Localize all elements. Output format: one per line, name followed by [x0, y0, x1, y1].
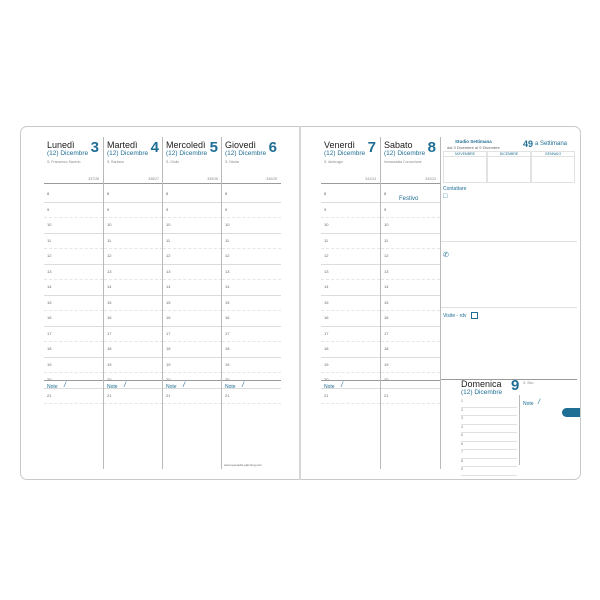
- hour-row[interactable]: 10: [222, 218, 281, 234]
- pen-mark-icon: /: [64, 382, 66, 389]
- hour-row[interactable]: 11: [321, 234, 380, 250]
- hour-row[interactable]: 14: [222, 280, 281, 296]
- notes-label: Note: [47, 384, 58, 390]
- hour-row[interactable]: 9: [163, 203, 222, 219]
- day-name: Mercoledì: [166, 140, 206, 150]
- hour-row[interactable]: 8: [222, 187, 281, 203]
- saint-name: S. Barbara: [107, 160, 124, 164]
- saint-name: S. Ambrogio: [324, 160, 344, 164]
- day-header: [321, 137, 380, 184]
- day-column-wednesday[interactable]: [162, 137, 222, 469]
- pen-mark-icon: /: [242, 382, 244, 389]
- hour-grid: [44, 187, 103, 404]
- hour-grid: [321, 187, 380, 404]
- hour-row[interactable]: 8: [44, 187, 103, 203]
- hour-row[interactable]: 15: [163, 296, 222, 312]
- hour-row[interactable]: 20: [321, 373, 380, 389]
- holiday-label: Festivo: [399, 196, 419, 202]
- hour-row[interactable]: 19: [222, 358, 281, 374]
- hour-row[interactable]: 13: [222, 265, 281, 281]
- ruled-line[interactable]: 5: [461, 433, 517, 442]
- phone-icon: ✆: [443, 252, 449, 259]
- notes-label: Note: [225, 384, 236, 390]
- hour-row[interactable]: 11: [44, 234, 103, 250]
- week-range: dal 3 Dicembre al 9 Dicembre: [447, 145, 500, 150]
- year-day: 342/23: [425, 177, 436, 181]
- hour-row[interactable]: 16: [104, 311, 163, 327]
- hour-row[interactable]: 15: [44, 296, 103, 312]
- hour-row[interactable]: 12: [321, 249, 380, 265]
- visits-checkbox[interactable]: [471, 312, 478, 319]
- hour-row[interactable]: 15: [222, 296, 281, 312]
- day-number: 8: [427, 139, 436, 156]
- hour-row[interactable]: 10: [104, 218, 163, 234]
- pen-mark-icon: /: [124, 382, 126, 389]
- hour-row[interactable]: 18: [222, 342, 281, 358]
- hour-row[interactable]: 21: [104, 389, 163, 405]
- ruled-line[interactable]: 6: [461, 442, 517, 451]
- hour-row[interactable]: 9: [321, 203, 380, 219]
- notes-area[interactable]: [163, 380, 222, 469]
- year-day: 338/27: [148, 177, 159, 181]
- day-header: [44, 137, 103, 184]
- hour-row[interactable]: 11: [381, 234, 440, 250]
- hour-grid: [222, 187, 281, 404]
- hour-row[interactable]: 13: [104, 265, 163, 281]
- year-day: 340/25: [266, 177, 277, 181]
- column-divider: [519, 395, 520, 465]
- saint-name: S. Nicola: [225, 160, 240, 164]
- hour-row[interactable]: 14: [163, 280, 222, 296]
- hour-row[interactable]: 10: [321, 218, 380, 234]
- saint-name: S. Francesco Saverio: [47, 160, 81, 164]
- day-name: Giovedì: [225, 140, 257, 150]
- ruled-line[interactable]: 7: [461, 450, 517, 459]
- section-divider: [441, 307, 577, 308]
- hour-row[interactable]: 13: [163, 265, 222, 281]
- hour-row[interactable]: 13: [381, 265, 440, 281]
- visits-label: Visite - rdv: [443, 313, 467, 319]
- hour-row[interactable]: 13: [321, 265, 380, 281]
- hour-row[interactable]: 18: [163, 342, 222, 358]
- hour-row[interactable]: 17: [104, 327, 163, 343]
- hour-row[interactable]: 9: [104, 203, 163, 219]
- hour-row[interactable]: 11: [104, 234, 163, 250]
- day-month: (12) Dicembre: [225, 150, 267, 157]
- mail-icon: □: [443, 193, 448, 200]
- hour-row[interactable]: 17: [381, 327, 440, 343]
- day-number: 6: [268, 139, 277, 156]
- day-column-friday[interactable]: [321, 137, 380, 469]
- day-column-thursday[interactable]: [221, 137, 281, 469]
- year-day: 339/26: [207, 177, 218, 181]
- hour-row[interactable]: 16: [381, 311, 440, 327]
- notes-label: Note: [166, 384, 177, 390]
- notes-area[interactable]: [321, 380, 380, 469]
- day-month: (12) Dicembre: [384, 150, 426, 157]
- hour-row[interactable]: 14: [381, 280, 440, 296]
- day-header: [163, 137, 222, 184]
- hour-row[interactable]: 21: [44, 389, 103, 405]
- notes-area[interactable]: [381, 380, 440, 469]
- hour-row[interactable]: 8: [163, 187, 222, 203]
- hour-row[interactable]: 21: [163, 389, 222, 405]
- notes-area[interactable]: [104, 380, 163, 469]
- hour-row[interactable]: 10: [44, 218, 103, 234]
- hour-row[interactable]: 16: [321, 311, 380, 327]
- day-header: [222, 137, 281, 184]
- bookmark-tab-icon[interactable]: [562, 408, 580, 417]
- saint-name: Immacolata Concezione: [384, 160, 422, 164]
- day-header: [104, 137, 163, 184]
- hour-row[interactable]: 9: [381, 203, 440, 219]
- ruled-line[interactable]: 9: [461, 467, 517, 476]
- hour-row[interactable]: 11: [222, 234, 281, 250]
- mini-month-title: GENNAIO: [532, 152, 574, 157]
- notes-label: Note: [324, 384, 335, 390]
- ruled-line[interactable]: 4: [461, 425, 517, 434]
- hour-row[interactable]: 9: [44, 203, 103, 219]
- day-name: Venerdì: [324, 140, 356, 150]
- hour-row[interactable]: 19: [321, 358, 380, 374]
- hour-row[interactable]: 10: [381, 218, 440, 234]
- hour-row[interactable]: 16: [163, 311, 222, 327]
- hour-row[interactable]: 20: [163, 373, 222, 389]
- ruled-line[interactable]: 8: [461, 459, 517, 468]
- hour-row[interactable]: 21: [321, 389, 380, 405]
- hour-row[interactable]: 19: [44, 358, 103, 374]
- day-number: 5: [209, 139, 218, 156]
- hour-row[interactable]: 12: [44, 249, 103, 265]
- day-name: Domenica: [461, 379, 502, 389]
- notes-area[interactable]: [44, 380, 103, 469]
- hour-grid: [163, 187, 222, 404]
- hour-row[interactable]: 18: [104, 342, 163, 358]
- hour-row[interactable]: 18: [381, 342, 440, 358]
- hour-row[interactable]: 21: [381, 389, 440, 405]
- day-name: Sabato: [384, 140, 413, 150]
- hour-row[interactable]: 14: [104, 280, 163, 296]
- hour-row[interactable]: 12: [222, 249, 281, 265]
- mini-calendar-november: [443, 151, 487, 183]
- hour-row[interactable]: 13: [44, 265, 103, 281]
- hour-row[interactable]: 19: [163, 358, 222, 374]
- hour-row[interactable]: 17: [44, 327, 103, 343]
- hour-row[interactable]: 11: [163, 234, 222, 250]
- hour-row[interactable]: 8: [104, 187, 163, 203]
- notes-area[interactable]: [222, 380, 281, 469]
- day-name: Martedì: [107, 140, 138, 150]
- notes-label: Note: [107, 384, 118, 390]
- hour-grid: [381, 187, 440, 404]
- day-column-saturday[interactable]: [380, 137, 440, 469]
- hour-row[interactable]: 10: [163, 218, 222, 234]
- day-block-sunday[interactable]: [461, 379, 576, 471]
- mini-month-title: DICEMBRE: [488, 152, 530, 157]
- hour-row[interactable]: 8: [321, 187, 380, 203]
- hour-row[interactable]: 8: [381, 187, 440, 203]
- hour-row[interactable]: 17: [222, 327, 281, 343]
- hour-row[interactable]: 17: [163, 327, 222, 343]
- ruled-line[interactable]: 2: [461, 408, 517, 417]
- week-number: 49: [523, 139, 534, 149]
- mini-calendar-january: [531, 151, 575, 183]
- section-divider: [441, 241, 577, 242]
- day-month: (12) Dicembre: [461, 389, 503, 396]
- hour-row[interactable]: 14: [44, 280, 103, 296]
- pen-mark-icon: /: [183, 382, 185, 389]
- hour-row[interactable]: 16: [222, 311, 281, 327]
- week-title: Studio Settimana: [455, 139, 492, 144]
- saint-name: S. Giulio: [166, 160, 180, 164]
- hour-row[interactable]: 20: [104, 373, 163, 389]
- day-name: Lunedì: [47, 140, 75, 150]
- saint-name: S. Siro: [523, 381, 534, 385]
- ruled-line[interactable]: 3: [461, 416, 517, 425]
- year-day: 337/28: [88, 177, 99, 181]
- day-number: 9: [511, 377, 520, 394]
- hour-grid: [104, 187, 163, 404]
- contacts-label: Contattare: [443, 186, 467, 192]
- day-column-tuesday[interactable]: [103, 137, 163, 469]
- ruled-line[interactable]: 1: [461, 399, 517, 408]
- hour-row[interactable]: 15: [104, 296, 163, 312]
- mini-month-title: NOVEMBRE: [444, 152, 486, 157]
- hour-row[interactable]: 12: [104, 249, 163, 265]
- hour-row[interactable]: 20: [381, 373, 440, 389]
- footer-url: www.quovadis-planning.com: [224, 463, 263, 467]
- week-label: a Settimana: [535, 141, 568, 147]
- hour-row[interactable]: 17: [321, 327, 380, 343]
- pen-mark-icon: /: [341, 382, 343, 389]
- hour-row[interactable]: 16: [44, 311, 103, 327]
- hour-row[interactable]: 15: [321, 296, 380, 312]
- day-number: 3: [90, 139, 99, 156]
- left-page: [21, 127, 301, 479]
- book-spine: [299, 126, 301, 480]
- day-month: (12) Dicembre: [47, 150, 89, 157]
- hour-row[interactable]: 9: [222, 203, 281, 219]
- hour-row[interactable]: 21: [222, 389, 281, 405]
- day-month: (12) Dicembre: [166, 150, 208, 157]
- hour-row[interactable]: 18: [321, 342, 380, 358]
- hour-row[interactable]: 14: [321, 280, 380, 296]
- day-column-monday[interactable]: [44, 137, 103, 469]
- mini-calendar-december: [487, 151, 531, 183]
- day-month: (12) Dicembre: [107, 150, 149, 157]
- hour-row[interactable]: 18: [44, 342, 103, 358]
- year-day: 341/24: [365, 177, 376, 181]
- sunday-lines: [461, 399, 517, 476]
- hour-row[interactable]: 19: [104, 358, 163, 374]
- day-header: [381, 137, 440, 184]
- pen-mark-icon: /: [538, 399, 540, 406]
- notes-label: Note: [523, 401, 534, 407]
- hour-row[interactable]: 20: [222, 373, 281, 389]
- hour-row[interactable]: 20: [44, 373, 103, 389]
- day-number: 7: [367, 139, 376, 156]
- day-month: (12) Dicembre: [324, 150, 366, 157]
- hour-row[interactable]: 12: [381, 249, 440, 265]
- day-number: 4: [150, 139, 159, 156]
- hour-row[interactable]: 15: [381, 296, 440, 312]
- hour-row[interactable]: 12: [163, 249, 222, 265]
- right-page: [301, 127, 580, 479]
- hour-row[interactable]: 19: [381, 358, 440, 374]
